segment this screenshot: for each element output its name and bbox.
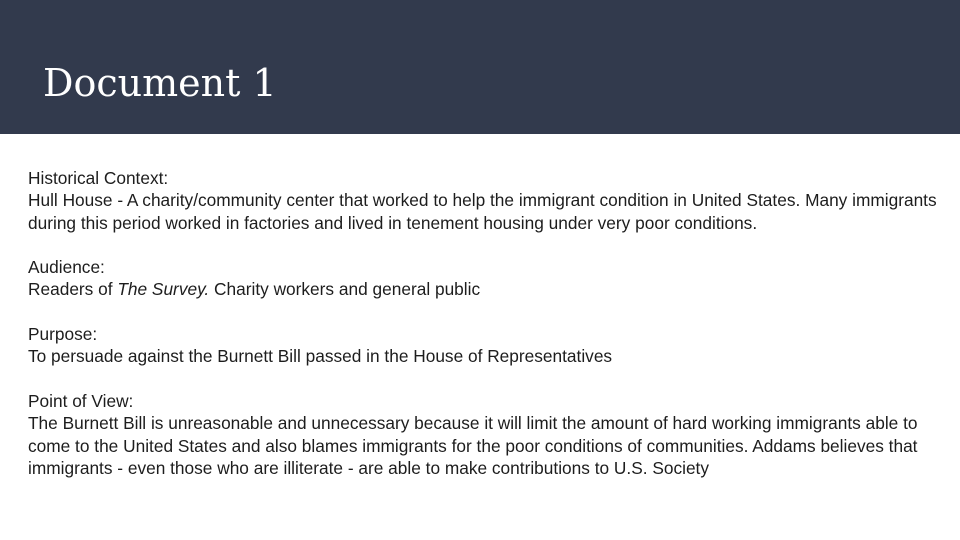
purpose-section bbox=[28, 323, 938, 368]
audience-text-prefix: Readers of bbox=[28, 279, 118, 300]
slide-body bbox=[28, 167, 938, 479]
purpose-text: To persuade against the Burnett Bill passed in the House of Representatives bbox=[28, 346, 613, 367]
historical-context-text: Hull House - A charity/community center that worked to help the immigrant condition in United States. Many immigrants during this period worked in factories and lived in tenement housing under very poor conditions. bbox=[28, 190, 937, 233]
purpose-label: Purpose: bbox=[28, 324, 98, 345]
audience-text-suffix: Charity workers and general public bbox=[209, 279, 481, 300]
title-bar bbox=[0, 0, 960, 134]
audience-section bbox=[28, 256, 938, 301]
slide-title: Document 1 bbox=[43, 61, 277, 105]
audience-text bbox=[28, 278, 938, 300]
audience-label: Audience: bbox=[28, 257, 105, 278]
historical-context-section bbox=[28, 167, 938, 234]
point-of-view-section bbox=[28, 390, 938, 479]
point-of-view-label: Point of View: bbox=[28, 390, 134, 411]
point-of-view-text: The Burnett Bill is unreasonable and unnecessary because it will limit the amount of hard working immigrants able to come to the United States and also blames immigrants for the poor conditions of communities. Addams believes that immigrants - even those who are illiterate - are able to make contributions to U.S. Society bbox=[28, 413, 918, 478]
historical-context-label: Historical Context: bbox=[28, 168, 169, 188]
publication-title: The Survey. bbox=[117, 279, 210, 300]
